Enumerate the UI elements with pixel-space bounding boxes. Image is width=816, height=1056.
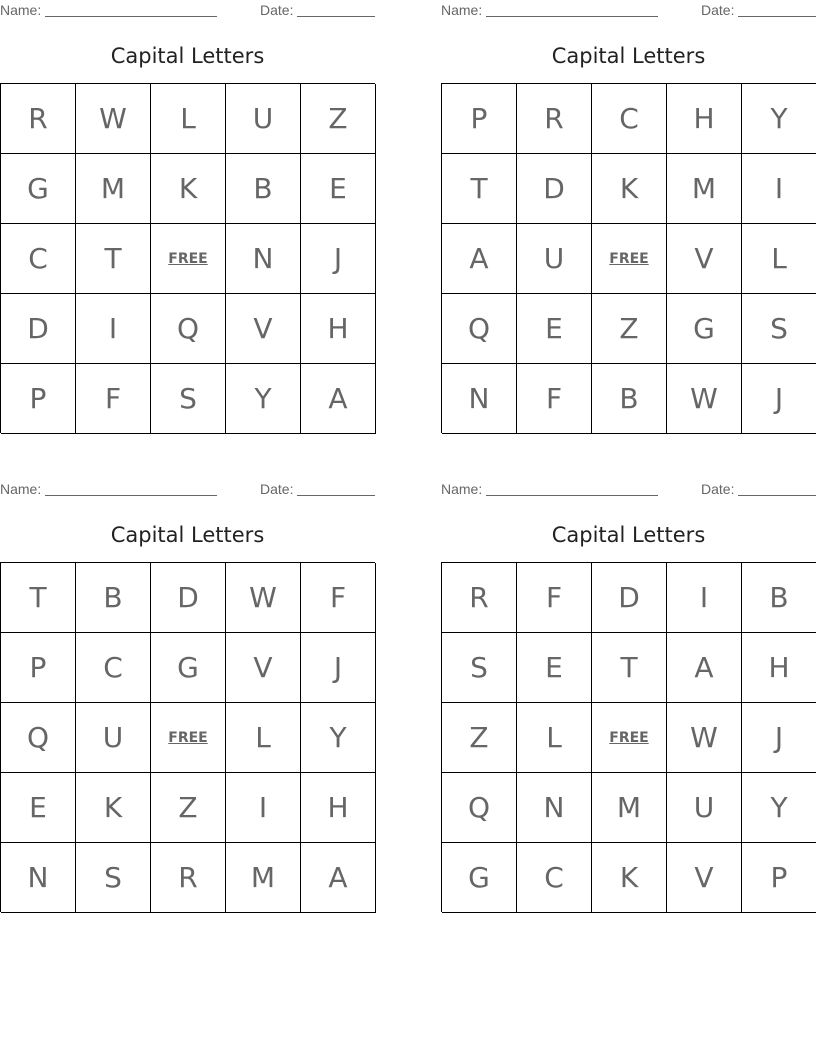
card-title: Capital Letters	[110, 523, 265, 547]
card-header	[0, 481, 375, 499]
card-title: Capital Letters	[110, 44, 265, 68]
bingo-cell[interactable]: F	[301, 563, 376, 633]
bingo-cell[interactable]: A	[301, 364, 376, 434]
bingo-cell[interactable]: U	[667, 773, 742, 843]
bingo-cell[interactable]: V	[226, 294, 301, 364]
bingo-card	[441, 479, 816, 911]
bingo-grid	[0, 562, 375, 912]
bingo-card	[441, 0, 816, 432]
name-field[interactable]	[45, 16, 217, 17]
bingo-cell[interactable]: E	[1, 773, 76, 843]
bingo-cell[interactable]: G	[667, 294, 742, 364]
bingo-cell[interactable]: R	[442, 563, 517, 633]
date-field[interactable]	[738, 495, 816, 496]
bingo-cell[interactable]: U	[517, 224, 592, 294]
card-header	[441, 481, 816, 499]
bingo-cell[interactable]: L	[517, 703, 592, 773]
free-space[interactable]: FREE	[151, 703, 226, 773]
bingo-cell[interactable]: P	[442, 84, 517, 154]
bingo-cell[interactable]: V	[667, 843, 742, 913]
date-label: Date:	[701, 481, 735, 497]
bingo-cell[interactable]: E	[517, 294, 592, 364]
card-header	[441, 2, 816, 20]
bingo-cell[interactable]: N	[517, 773, 592, 843]
bingo-cell[interactable]: H	[667, 84, 742, 154]
name-field[interactable]	[486, 495, 658, 496]
bingo-cell[interactable]: R	[151, 843, 226, 913]
bingo-cell[interactable]: F	[76, 364, 151, 434]
date-label: Date:	[260, 2, 294, 18]
bingo-cell[interactable]: T	[442, 154, 517, 224]
name-field[interactable]	[486, 16, 658, 17]
bingo-cell[interactable]: E	[517, 633, 592, 703]
bingo-cell[interactable]: A	[442, 224, 517, 294]
bingo-cell[interactable]: A	[667, 633, 742, 703]
card-title: Capital Letters	[551, 44, 706, 68]
bingo-cell[interactable]: Y	[226, 364, 301, 434]
bingo-cell[interactable]: D	[592, 563, 667, 633]
bingo-cell[interactable]: G	[442, 843, 517, 913]
bingo-cell[interactable]: Q	[151, 294, 226, 364]
bingo-cell[interactable]: Y	[301, 703, 376, 773]
bingo-cell[interactable]: Y	[742, 773, 816, 843]
card-title: Capital Letters	[551, 523, 706, 547]
bingo-cell[interactable]: Z	[592, 294, 667, 364]
bingo-cell[interactable]: V	[667, 224, 742, 294]
bingo-cell[interactable]: K	[151, 154, 226, 224]
bingo-cell[interactable]: W	[667, 364, 742, 434]
bingo-cell[interactable]: Z	[442, 703, 517, 773]
bingo-cell[interactable]: M	[76, 154, 151, 224]
bingo-grid	[441, 562, 816, 912]
bingo-cell[interactable]: I	[742, 154, 816, 224]
bingo-cell[interactable]: W	[76, 84, 151, 154]
bingo-cell[interactable]: M	[226, 843, 301, 913]
date-label: Date:	[701, 2, 735, 18]
bingo-grid	[441, 83, 816, 433]
date-field[interactable]	[297, 16, 375, 17]
date-field[interactable]	[297, 495, 375, 496]
bingo-card	[0, 0, 375, 432]
bingo-cell[interactable]: S	[442, 633, 517, 703]
bingo-cell[interactable]: P	[1, 364, 76, 434]
free-space[interactable]: FREE	[592, 224, 667, 294]
bingo-cell[interactable]: T	[592, 633, 667, 703]
bingo-cell[interactable]: T	[76, 224, 151, 294]
bingo-cell[interactable]: F	[517, 364, 592, 434]
bingo-cell[interactable]: B	[742, 563, 816, 633]
bingo-cell[interactable]: H	[301, 294, 376, 364]
bingo-cell[interactable]: J	[742, 703, 816, 773]
bingo-cell[interactable]: Z	[151, 773, 226, 843]
bingo-cell[interactable]: N	[442, 364, 517, 434]
bingo-cell[interactable]: U	[76, 703, 151, 773]
bingo-cell[interactable]: C	[592, 84, 667, 154]
bingo-cell[interactable]: C	[76, 633, 151, 703]
bingo-cell[interactable]: Q	[442, 294, 517, 364]
bingo-cell[interactable]: K	[592, 843, 667, 913]
bingo-cell[interactable]: M	[667, 154, 742, 224]
bingo-cell[interactable]: G	[1, 154, 76, 224]
bingo-cell[interactable]: K	[592, 154, 667, 224]
bingo-cell[interactable]: G	[151, 633, 226, 703]
bingo-cell[interactable]: B	[592, 364, 667, 434]
bingo-cell[interactable]: Z	[301, 84, 376, 154]
bingo-cell[interactable]: A	[301, 843, 376, 913]
bingo-cell[interactable]: I	[226, 773, 301, 843]
bingo-cell[interactable]: N	[1, 843, 76, 913]
bingo-cell[interactable]: U	[226, 84, 301, 154]
bingo-cell[interactable]: H	[301, 773, 376, 843]
bingo-cell[interactable]: L	[151, 84, 226, 154]
bingo-cell[interactable]: K	[76, 773, 151, 843]
bingo-cell[interactable]: E	[301, 154, 376, 224]
bingo-cell[interactable]: R	[517, 84, 592, 154]
bingo-card	[0, 479, 375, 911]
bingo-cell[interactable]: Y	[742, 84, 816, 154]
bingo-cell[interactable]: W	[667, 703, 742, 773]
card-header	[0, 2, 375, 20]
free-space[interactable]: FREE	[151, 224, 226, 294]
date-label: Date:	[260, 481, 294, 497]
bingo-cell[interactable]: P	[742, 843, 816, 913]
bingo-cell[interactable]: W	[226, 563, 301, 633]
name-label: Name:	[441, 2, 483, 18]
bingo-cell[interactable]: Q	[1, 703, 76, 773]
bingo-cell[interactable]: V	[226, 633, 301, 703]
name-field[interactable]	[45, 495, 217, 496]
bingo-cell[interactable]: Q	[442, 773, 517, 843]
bingo-cell[interactable]: S	[151, 364, 226, 434]
bingo-cell[interactable]: L	[226, 703, 301, 773]
bingo-cell[interactable]: B	[76, 563, 151, 633]
free-space[interactable]: FREE	[592, 703, 667, 773]
bingo-cell[interactable]: L	[742, 224, 816, 294]
bingo-cell[interactable]: I	[76, 294, 151, 364]
bingo-cell[interactable]: D	[151, 563, 226, 633]
bingo-cell[interactable]: P	[1, 633, 76, 703]
bingo-cell[interactable]: R	[1, 84, 76, 154]
bingo-cell[interactable]: I	[667, 563, 742, 633]
bingo-cell[interactable]: S	[76, 843, 151, 913]
bingo-cell[interactable]: C	[1, 224, 76, 294]
bingo-cell[interactable]: T	[1, 563, 76, 633]
name-label: Name:	[0, 481, 42, 497]
bingo-cell[interactable]: N	[226, 224, 301, 294]
bingo-cell[interactable]: J	[301, 224, 376, 294]
bingo-cell[interactable]: D	[517, 154, 592, 224]
bingo-cell[interactable]: F	[517, 563, 592, 633]
bingo-cell[interactable]: M	[592, 773, 667, 843]
bingo-cell[interactable]: B	[226, 154, 301, 224]
name-label: Name:	[0, 2, 42, 18]
bingo-cell[interactable]: S	[742, 294, 816, 364]
bingo-cell[interactable]: H	[742, 633, 816, 703]
bingo-cell[interactable]: J	[742, 364, 816, 434]
date-field[interactable]	[738, 16, 816, 17]
bingo-grid	[0, 83, 375, 433]
name-label: Name:	[441, 481, 483, 497]
bingo-cell[interactable]: C	[517, 843, 592, 913]
bingo-cell[interactable]: D	[1, 294, 76, 364]
bingo-cell[interactable]: J	[301, 633, 376, 703]
